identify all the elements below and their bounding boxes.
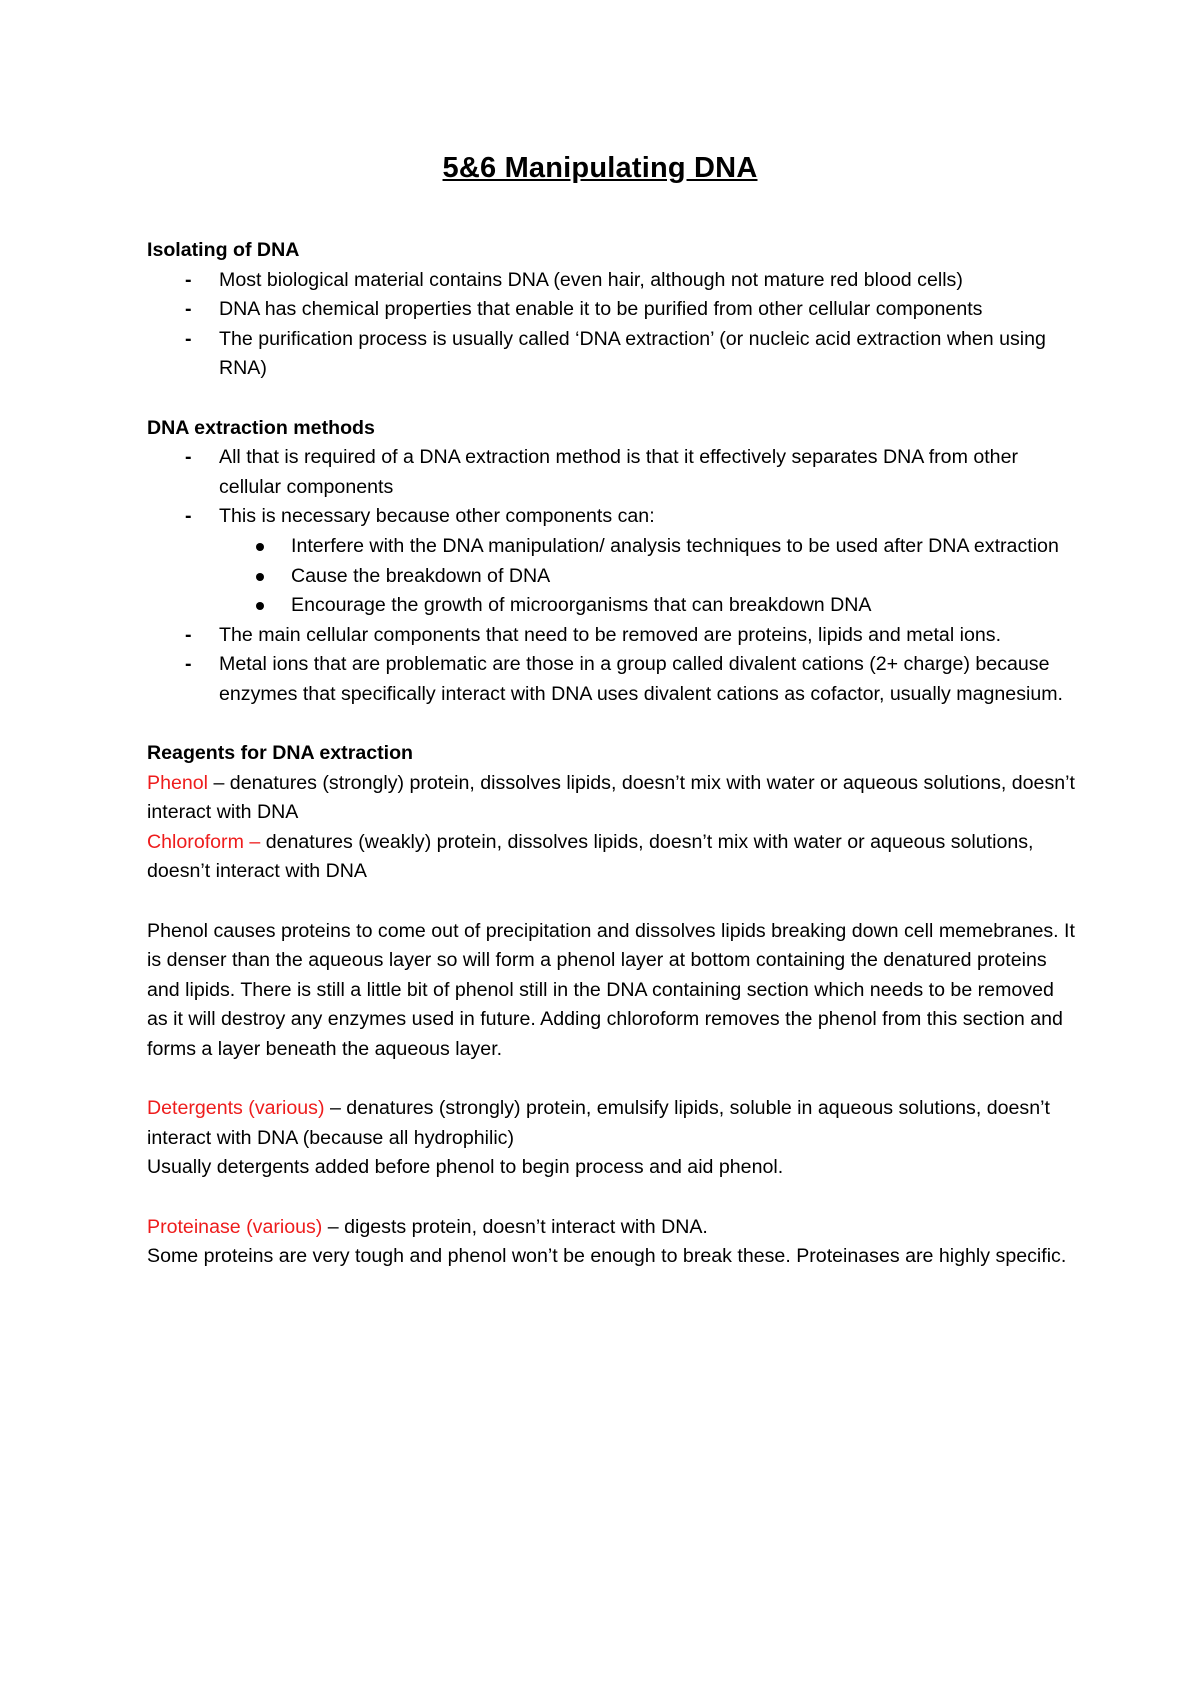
reagent-proteinase <box>147 1213 1077 1243</box>
list-item <box>147 443 1077 502</box>
section-heading-isolating: Isolating of DNA <box>147 239 300 261</box>
reagent-detergents <box>147 1094 1077 1153</box>
reagent-chloroform <box>147 828 1077 887</box>
bullet-dot-icon <box>256 573 264 581</box>
dash-marker: - <box>185 623 192 646</box>
document-body <box>147 236 1077 1272</box>
bullet-dot-icon <box>256 543 264 551</box>
reagent-name-detergents: Detergents (various) <box>147 1097 325 1120</box>
reagent-phenol <box>147 769 1077 828</box>
dash-marker: - <box>185 268 192 291</box>
sub-list-item <box>219 591 1077 621</box>
dash-marker: - <box>185 653 192 676</box>
list-item <box>147 266 1077 296</box>
sub-list-item <box>219 532 1077 562</box>
dash-marker: - <box>185 505 192 528</box>
list-item-text: Metal ions that are problematic are those in a group called divalent cations (2+ charge) because enzymes that specifically interact with DNA uses divalent cations as cofactor, usually magnesium. <box>219 653 1064 705</box>
list-item-text: This is necessary because other components can: <box>219 505 655 528</box>
dash-marker: - <box>185 446 192 469</box>
dash-marker: - <box>185 327 192 350</box>
sub-list-item-text: Encourage the growth of microorganisms that can breakdown DNA <box>291 594 872 617</box>
list-item-text: DNA has chemical properties that enable it to be purified from other cellular components <box>219 298 983 321</box>
page-title: 5&6 Manipulating DNA <box>442 152 758 184</box>
section-heading-reagents: Reagents for DNA extraction <box>147 742 414 765</box>
proteinase-note: Some proteins are very tough and phenol won’t be enough to break these. Proteinases are highly specific. <box>147 1245 1067 1268</box>
reagent-desc-chloroform: denatures (weakly) protein, dissolves lipids, doesn’t mix with water or aqueous solutions, doesn’t interact with DNA <box>147 830 1034 883</box>
section-isolating <box>147 236 1077 384</box>
phenol-paragraph: Phenol causes proteins to come out of precipitation and dissolves lipids breaking down cell memebranes. It is denser than the aqueous layer so will form a phenol layer at bottom containing the denatured proteins and lipids. There is still a little bit of phenol still in the DNA containing section which needs to be removed as it will destroy any enzymes used in future. Adding chloroform removes the phenol from this section and forms a layer beneath the aqueous layer. <box>147 919 1075 1061</box>
reagent-name-phenol: Phenol <box>147 771 209 794</box>
sub-list-item <box>219 562 1077 592</box>
detergents-note: Usually detergents added before phenol to begin process and aid phenol. <box>147 1156 784 1179</box>
sub-list-item-text: Cause the breakdown of DNA <box>291 564 551 587</box>
list-item <box>147 502 1077 620</box>
list-item <box>147 650 1077 709</box>
dash-marker: - <box>185 298 192 321</box>
reagent-desc-detergents: – denatures (strongly) protein, emulsify lipids, soluble in aqueous solutions, doesn’t interact with DNA (because all hydrophilic) <box>147 1097 1050 1149</box>
reagent-name-chloroform: Chloroform – <box>147 830 261 853</box>
reagent-desc-phenol: – denatures (strongly) protein, dissolves lipids, doesn’t mix with water or aqueous solutions, doesn’t interact with DNA <box>147 771 1075 824</box>
reagent-name-proteinase: Proteinase (various) <box>147 1215 323 1238</box>
list-item <box>147 325 1077 384</box>
reagent-desc-proteinase: – digests protein, doesn’t interact with DNA. <box>322 1215 708 1238</box>
section-methods <box>147 414 1077 710</box>
list-item-text: The main cellular components that need to be removed are proteins, lipids and metal ions. <box>219 623 1002 646</box>
methods-list <box>147 443 1077 709</box>
methods-sublist <box>219 532 1077 621</box>
list-item-text: All that is required of a DNA extraction method is that it effectively separates DNA from other cellular components <box>219 446 1018 498</box>
list-item-text: The purification process is usually called ‘DNA extraction’ (or nucleic acid extraction when using RNA) <box>219 327 1046 380</box>
list-item-text: Most biological material contains DNA (even hair, although not mature red blood cells) <box>219 268 963 291</box>
section-reagents <box>147 739 1077 1272</box>
bullet-dot-icon <box>256 602 264 610</box>
sub-list-item-text: Interfere with the DNA manipulation/ analysis techniques to be used after DNA extraction <box>291 534 1059 557</box>
section-heading-methods: DNA extraction methods <box>147 416 375 439</box>
list-item <box>147 621 1077 651</box>
list-item <box>147 295 1077 325</box>
isolating-list <box>147 266 1077 384</box>
